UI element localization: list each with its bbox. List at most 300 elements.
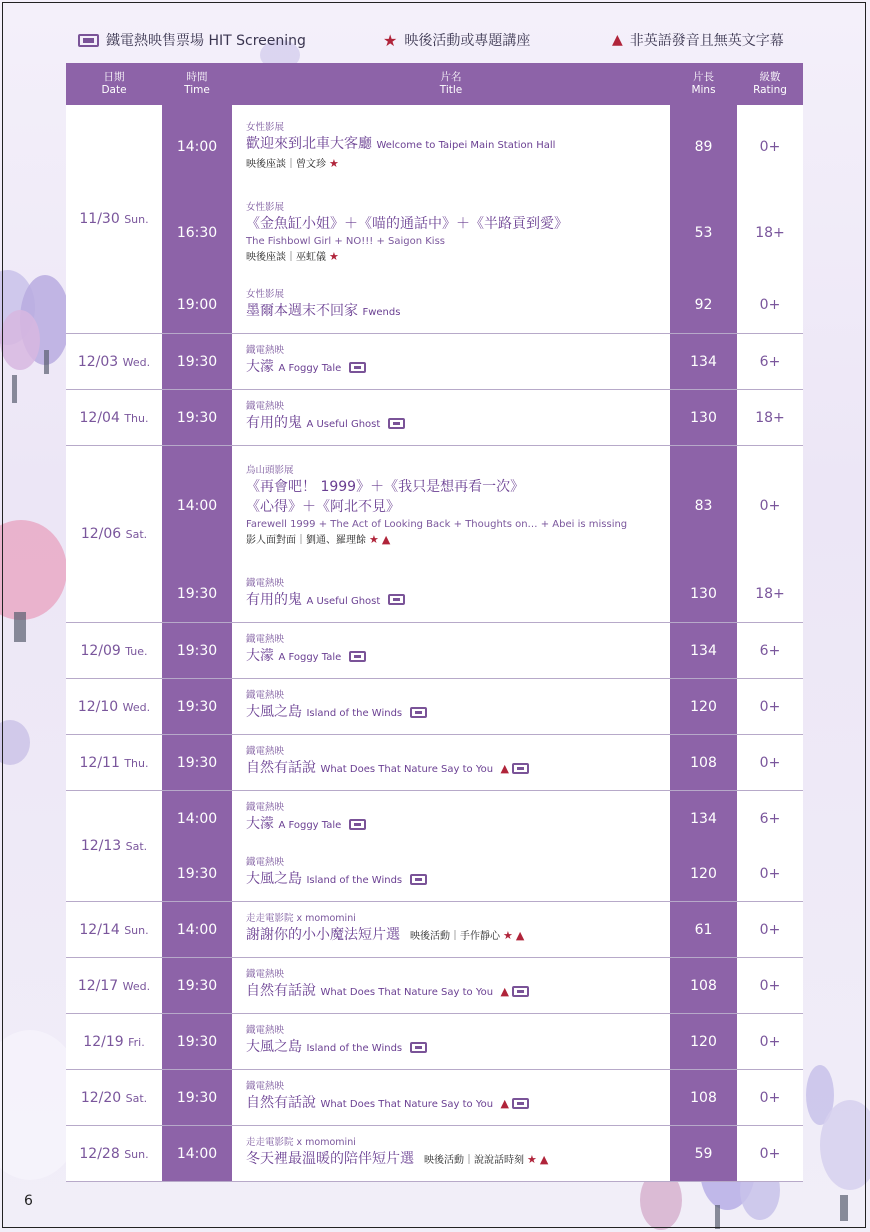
triangle-icon: ▲: [500, 1097, 509, 1110]
table-row: [66, 390, 803, 446]
title-cell: [232, 1014, 670, 1070]
film-title-en: What Does That Nature Say to You: [320, 1099, 494, 1110]
program-category: 女性影展: [246, 122, 285, 133]
date-cell: [66, 958, 162, 1014]
program-category: 鐵電熱映: [246, 746, 285, 757]
rating-value: 18+: [755, 409, 785, 426]
runtime: [670, 446, 737, 566]
program-category: 走走電影院 x momomini: [246, 913, 356, 924]
day-of-week: Sat.: [125, 528, 148, 541]
time-cell: [162, 1070, 232, 1126]
ticket-icon: [349, 819, 366, 830]
day-of-week: Sun.: [124, 923, 149, 937]
rating-value: 6+: [759, 642, 781, 659]
rating: [737, 846, 803, 901]
title-cell: [232, 105, 670, 334]
title-cell: [232, 446, 670, 623]
event-note: 映後座談｜巫虹儀: [246, 251, 326, 263]
film-title-zh: 《金魚缸小姐》＋《喵的通話中》＋《半路貢到愛》: [246, 215, 568, 232]
mins-value: 92: [694, 297, 713, 313]
rating-value: 6+: [759, 353, 781, 370]
time-value: 19:00: [176, 297, 218, 313]
mins-cell: [670, 105, 737, 334]
film-title-en: A Foggy Tale: [278, 820, 342, 831]
mins-cell: [670, 735, 737, 791]
film-entry: [246, 105, 660, 189]
film-entry: [246, 1126, 660, 1181]
star-icon: ★: [527, 1153, 537, 1166]
date-value: 12/17: [77, 977, 119, 994]
header-rating: [737, 63, 803, 105]
star-icon: ★: [329, 157, 339, 170]
rating: [737, 623, 803, 678]
event-note: 映後活動｜手作靜心: [410, 931, 500, 942]
screening-time: [162, 105, 232, 189]
table-row: [66, 1070, 803, 1126]
film-entry: [246, 1070, 660, 1125]
runtime: [670, 902, 737, 957]
runtime: [670, 846, 737, 901]
ticket-icon: [388, 418, 405, 429]
triangle-icon: ▲: [381, 532, 391, 546]
runtime: [670, 958, 737, 1013]
film-entry: [246, 189, 660, 277]
film-title-en: A Useful Ghost: [306, 595, 381, 607]
film-title-en: What Does That Nature Say to You: [320, 764, 494, 775]
film-title-zh-line2: 《心得》＋《阿北不見》: [246, 498, 400, 515]
time-cell: [162, 1014, 232, 1070]
screening-time: [162, 334, 232, 389]
triangle-icon: ▲: [500, 985, 509, 998]
rating-cell: [737, 1070, 803, 1126]
runtime: [670, 735, 737, 790]
film-title-zh: 《再會吧！ 1999》＋《我只是想再看一次》: [246, 478, 525, 495]
legend-lang-label: 非英語發音且無英文字幕: [629, 33, 784, 49]
rating: [737, 390, 803, 445]
header-mins-en: Mins: [691, 84, 716, 96]
event-note: 映後活動｜說說話時刻: [424, 1155, 524, 1166]
program-category: 鐵電熱映: [246, 1081, 285, 1092]
screening-time: [162, 277, 232, 333]
rating-value: 18+: [755, 586, 785, 602]
rating-value: 0+: [759, 1033, 781, 1050]
ticket-icon: [78, 34, 99, 47]
film-entry: [246, 623, 660, 678]
film-entry: [246, 334, 660, 389]
ticket-icon: [349, 362, 366, 373]
rating-cell: [737, 735, 803, 791]
film-entry: [246, 791, 660, 846]
mins-cell: [670, 902, 737, 958]
header-time: [162, 63, 232, 105]
ticket-icon: [512, 986, 529, 997]
table-row: [66, 1014, 803, 1070]
runtime: [670, 1014, 737, 1069]
mins-cell: [670, 791, 737, 902]
title-cell: [232, 1070, 670, 1126]
table-row: [66, 679, 803, 735]
date-value: 12/09: [80, 642, 121, 659]
rating-cell: [737, 390, 803, 446]
mins-cell: [670, 446, 737, 623]
program-category: 女性影展: [246, 201, 285, 213]
date-value: 12/19: [83, 1033, 124, 1050]
day-of-week: Fri.: [128, 1035, 145, 1049]
program-category: 鐵電熱映: [246, 969, 285, 980]
film-title-zh: 冬天裡最溫暖的陪伴短片選: [246, 1151, 414, 1167]
film-title-zh: 自然有話說: [246, 983, 316, 999]
header-date-en: Date: [101, 84, 127, 96]
legend: [78, 30, 808, 52]
film-title-en: Island of the Winds: [306, 708, 403, 719]
triangle-icon: ▲: [500, 762, 509, 775]
program-category: 走走電影院 x momomini: [246, 1137, 356, 1148]
film-title-en: Welcome to Taipei Main Station Hall: [376, 140, 556, 151]
mins-cell: [670, 334, 737, 390]
rating-value: 0+: [759, 498, 781, 514]
day-of-week: Sun.: [124, 213, 149, 226]
film-title-zh: 歡迎來到北車大客廳: [246, 136, 372, 152]
film-title-zh: 大風之島: [246, 1039, 302, 1055]
film-title-en: What Does That Nature Say to You: [320, 987, 494, 998]
date-value: 12/10: [77, 698, 119, 715]
film-title-zh: 有用的鬼: [246, 591, 302, 608]
header-title: [232, 63, 670, 105]
rating: [737, 1070, 803, 1125]
rating: [737, 1014, 803, 1069]
date-cell: [66, 334, 162, 390]
mins-cell: [670, 1126, 737, 1182]
rating-value: 0+: [759, 1089, 781, 1106]
screening-time: [162, 791, 232, 846]
mins-cell: [670, 623, 737, 679]
time-cell: [162, 735, 232, 791]
date-value: 12/11: [79, 754, 120, 771]
rating-value: 6+: [759, 810, 781, 827]
time-cell: [162, 958, 232, 1014]
rating-cell: [737, 958, 803, 1014]
event-note: 映後座談｜曾文珍: [246, 159, 326, 170]
event-note: 影人面對面｜劉通、羅理餘: [246, 534, 366, 546]
film-title-en: The Fishbowl Girl + NO!!! + Saigon Kiss: [246, 235, 445, 247]
triangle-icon: ▲: [612, 32, 623, 48]
date-cell: [66, 791, 162, 902]
runtime: [670, 1070, 737, 1125]
film-title-zh: 大濛: [246, 816, 274, 832]
film-title-en: Island of the Winds: [306, 875, 403, 886]
time-value: 19:30: [176, 586, 218, 602]
film-entry: [246, 566, 660, 622]
table-row: [66, 791, 803, 902]
legend-hit-label: 鐵電熱映售票場 HIT Screening: [106, 33, 306, 49]
rating-cell: [737, 902, 803, 958]
rating: [737, 958, 803, 1013]
mins-value: 134: [690, 353, 717, 370]
rating-value: 0+: [759, 754, 781, 771]
rating: [737, 446, 803, 566]
film-title-zh: 大濛: [246, 359, 274, 375]
rating-value: 0+: [759, 865, 781, 882]
runtime: [670, 1126, 737, 1181]
date-value: 11/30: [79, 211, 120, 227]
header-mins-zh: 片長: [693, 71, 714, 83]
mins-value: 130: [690, 409, 717, 426]
rating-cell: [737, 105, 803, 334]
rating: [737, 189, 803, 277]
mins-value: 134: [690, 810, 717, 827]
day-of-week: Sat.: [125, 840, 148, 853]
program-category: 鐵電熱映: [246, 401, 285, 412]
star-icon: ★: [503, 929, 513, 942]
rating-cell: [737, 623, 803, 679]
rating: [737, 735, 803, 790]
film-title-zh: 自然有話說: [246, 760, 316, 776]
rating-value: 18+: [755, 225, 785, 241]
program-category: 鐵電熱映: [246, 345, 285, 356]
title-cell: [232, 334, 670, 390]
header-title-zh: 片名: [440, 71, 462, 83]
film-title-zh: 自然有話說: [246, 1095, 316, 1111]
film-title-en: A Useful Ghost: [306, 419, 381, 430]
runtime: [670, 105, 737, 189]
table-row: [66, 623, 803, 679]
date-cell: [66, 623, 162, 679]
ticket-icon: [410, 874, 427, 885]
table-header: [66, 63, 803, 105]
legend-language: [612, 30, 784, 50]
screening-time: [162, 1070, 232, 1125]
rating-cell: [737, 1126, 803, 1182]
runtime: [670, 334, 737, 389]
time-value: 19:30: [176, 642, 218, 659]
film-title-zh: 大風之島: [246, 871, 302, 887]
mins-value: 83: [694, 498, 713, 514]
rating: [737, 105, 803, 189]
runtime: [670, 679, 737, 734]
rating: [737, 679, 803, 734]
mins-value: 53: [694, 225, 713, 241]
screening-time: [162, 446, 232, 566]
screening-time: [162, 679, 232, 734]
rating-value: 0+: [759, 1145, 781, 1162]
screening-time: [162, 902, 232, 957]
screening-time: [162, 735, 232, 790]
film-title-en: Farewell 1999 + The Act of Looking Back + Thoughts on… + Abei is missing: [246, 518, 628, 530]
mins-value: 61: [694, 921, 713, 938]
day-of-week: Wed.: [122, 355, 151, 369]
time-value: 14:00: [176, 1145, 218, 1162]
program-category: 鐵電熱映: [246, 577, 285, 589]
time-value: 16:30: [176, 225, 218, 241]
time-value: 14:00: [176, 921, 218, 938]
header-rating-en: Rating: [753, 84, 787, 96]
mins-value: 120: [690, 865, 717, 882]
header-date-zh: 日期: [103, 71, 125, 83]
mins-value: 120: [690, 1033, 717, 1050]
runtime: [670, 390, 737, 445]
title-cell: [232, 791, 670, 902]
mins-value: 120: [690, 698, 717, 715]
film-entry: [246, 277, 660, 333]
ticket-icon: [388, 594, 405, 605]
triangle-icon: ▲: [515, 929, 525, 942]
program-category: 鐵電熱映: [246, 802, 285, 813]
rating: [737, 566, 803, 622]
mins-cell: [670, 1014, 737, 1070]
screening-time: [162, 1126, 232, 1181]
date-value: 12/13: [80, 838, 122, 854]
mins-value: 108: [690, 977, 717, 994]
mins-value: 59: [694, 1145, 713, 1162]
film-entry: [246, 390, 660, 445]
title-cell: [232, 958, 670, 1014]
day-of-week: Sat.: [125, 1091, 148, 1105]
time-value: 14:00: [176, 810, 218, 827]
rating-cell: [737, 334, 803, 390]
mins-value: 134: [690, 642, 717, 659]
rating: [737, 902, 803, 957]
mins-cell: [670, 1070, 737, 1126]
screening-time: [162, 1014, 232, 1069]
rating: [737, 791, 803, 846]
day-of-week: Wed.: [122, 979, 151, 993]
runtime: [670, 791, 737, 846]
table-row: [66, 105, 803, 334]
title-cell: [232, 735, 670, 791]
date-value: 12/04: [79, 409, 120, 426]
time-value: 19:30: [176, 865, 218, 882]
program-category: 鐵電熱映: [246, 857, 285, 868]
title-cell: [232, 623, 670, 679]
film-title-en: Island of the Winds: [306, 1043, 403, 1054]
title-cell: [232, 1126, 670, 1182]
date-cell: [66, 735, 162, 791]
screening-time: [162, 846, 232, 901]
program-category: 女性影展: [246, 288, 285, 300]
time-cell: [162, 446, 232, 623]
date-cell: [66, 902, 162, 958]
rating: [737, 277, 803, 333]
header-rating-zh: 級數: [759, 71, 781, 83]
screening-time: [162, 189, 232, 277]
rating-cell: [737, 446, 803, 623]
date-value: 12/20: [80, 1089, 122, 1106]
film-entry: [246, 902, 660, 957]
date-value: 12/28: [79, 1145, 120, 1162]
time-value: 19:30: [176, 698, 218, 715]
title-cell: [232, 679, 670, 735]
film-title-zh: 有用的鬼: [246, 415, 302, 431]
film-title-en: A Foggy Tale: [278, 363, 342, 374]
ticket-icon: [512, 1098, 529, 1109]
time-value: 19:30: [176, 1089, 218, 1106]
date-cell: [66, 679, 162, 735]
date-value: 12/03: [77, 353, 119, 370]
rating-cell: [737, 1014, 803, 1070]
time-value: 19:30: [176, 1033, 218, 1050]
day-of-week: Thu.: [124, 756, 149, 770]
date-cell: [66, 1070, 162, 1126]
date-cell: [66, 1014, 162, 1070]
rating: [737, 1126, 803, 1181]
time-value: 14:00: [176, 498, 218, 514]
time-value: 19:30: [176, 754, 218, 771]
header-time-en: Time: [184, 84, 210, 96]
time-cell: [162, 902, 232, 958]
film-title-en: A Foggy Tale: [278, 652, 342, 663]
program-category: 鐵電熱映: [246, 1025, 285, 1036]
program-category: 烏山頭影展: [246, 464, 294, 476]
ticket-icon: [349, 651, 366, 662]
film-entry: [246, 1014, 660, 1069]
legend-event-label: 映後活動或專題講座: [404, 33, 531, 49]
program-category: 鐵電熱映: [246, 690, 285, 701]
time-cell: [162, 334, 232, 390]
schedule-body: [66, 105, 803, 1182]
table-row: [66, 958, 803, 1014]
date-value: 12/06: [80, 526, 122, 542]
rating-value: 0+: [759, 698, 781, 715]
header-time-zh: 時間: [186, 71, 208, 83]
mins-cell: [670, 958, 737, 1014]
date-cell: [66, 390, 162, 446]
star-icon: ★: [329, 249, 339, 263]
film-title-zh: 大風之島: [246, 704, 302, 720]
film-entry: [246, 958, 660, 1013]
film-entry: [246, 679, 660, 734]
date-cell: [66, 1126, 162, 1182]
day-of-week: Sun.: [124, 1147, 149, 1161]
time-cell: [162, 390, 232, 446]
rating-value: 0+: [759, 139, 781, 155]
runtime: [670, 566, 737, 622]
screening-time: [162, 958, 232, 1013]
mins-value: 130: [690, 586, 717, 602]
title-cell: [232, 390, 670, 446]
rating-value: 0+: [759, 297, 781, 313]
table-row: [66, 735, 803, 791]
legend-event: [383, 30, 530, 50]
header-title-en: Title: [439, 84, 463, 96]
day-of-week: Thu.: [124, 411, 149, 425]
star-icon: ★: [383, 30, 398, 50]
title-cell: [232, 902, 670, 958]
page-number: 6: [24, 1193, 33, 1209]
film-entry: [246, 735, 660, 790]
rating-cell: [737, 791, 803, 902]
program-category: 鐵電熱映: [246, 634, 285, 645]
mins-value: 108: [690, 1089, 717, 1106]
time-cell: [162, 679, 232, 735]
table-row: [66, 446, 803, 623]
triangle-icon: ▲: [539, 1153, 549, 1166]
rating-value: 0+: [759, 921, 781, 938]
date-cell: [66, 105, 162, 334]
day-of-week: Tue.: [125, 644, 148, 658]
film-title-en: Fwends: [362, 306, 401, 318]
time-cell: [162, 623, 232, 679]
screening-time: [162, 390, 232, 445]
mins-value: 108: [690, 754, 717, 771]
date-value: 12/14: [79, 921, 120, 938]
screening-schedule-table: [66, 63, 803, 1182]
screening-time: [162, 566, 232, 622]
film-entry: [246, 846, 660, 901]
rating: [737, 334, 803, 389]
time-value: 19:30: [176, 409, 218, 426]
legend-hit-screening: [78, 30, 306, 50]
header-mins: [670, 63, 737, 105]
